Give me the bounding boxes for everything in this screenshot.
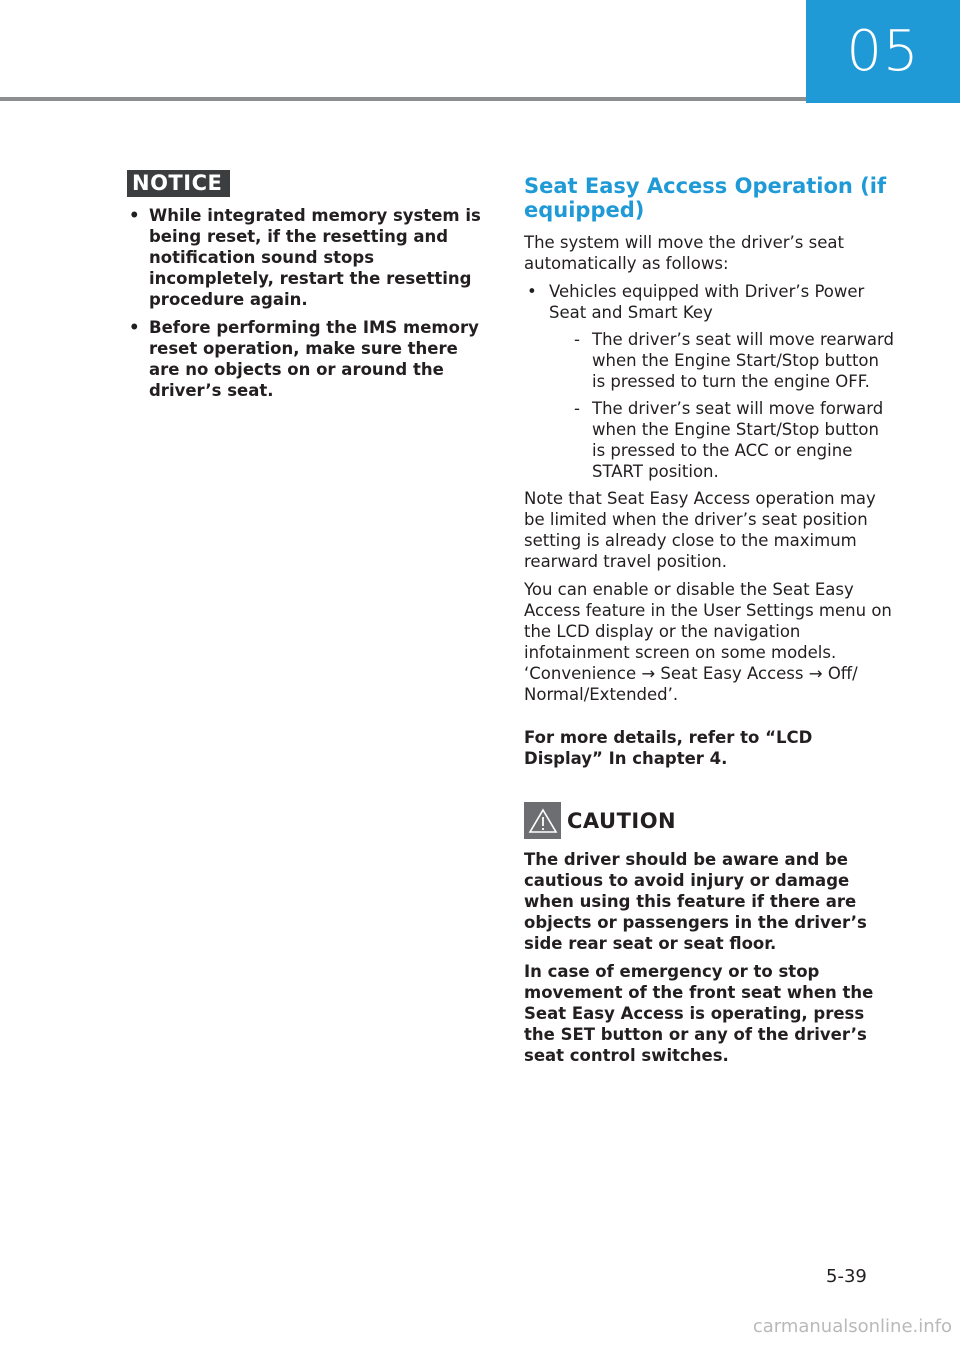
caution-paragraph: In case of emergency or to stop movement of the front seat when the Seat Easy Access is operating, press the SET button or any of the driver’s seat control switches.	[524, 962, 874, 1065]
notice-item: • Before performing the IMS memory reset operation, make sure there are no objects on or around the driver’s seat.	[127, 317, 482, 401]
sub-item: - The driver’s seat will move forward when the Engine Start/Stop button is pressed to the ACC or engine START position.	[549, 398, 894, 482]
sub-item-list	[549, 329, 894, 482]
seat-easy-access-column	[524, 172, 894, 1073]
reference-paragraph: For more details, refer to “LCD Display” In chapter 4.	[524, 728, 813, 768]
caution-header	[524, 802, 894, 839]
note-paragraph: Note that Seat Easy Access operation may be limited when the driver’s seat position setting is already close to the maximum rearward travel position.	[524, 489, 876, 571]
notice-list	[127, 205, 482, 401]
warning-triangle-icon	[524, 802, 561, 839]
bullet-list	[524, 281, 894, 482]
section-intro: The system will move the driver’s seat automatically as follows:	[524, 233, 844, 273]
page-number: 5-39	[826, 1266, 867, 1287]
section-title: Seat Easy Access Operation (if equipped)	[524, 174, 887, 222]
sub-item: - The driver’s seat will move rearward when the Engine Start/Stop button is pressed to turn the engine OFF.	[549, 329, 894, 392]
notice-label: NOTICE	[127, 170, 230, 197]
bullet-text: Vehicles equipped with Driver’s Power Seat and Smart Key	[549, 282, 865, 322]
settings-paragraph: You can enable or disable the Seat Easy Access feature in the User Settings menu on the LCD display or the navigation infotainment screen on some models. ‘Convenience → Seat Easy Access → Off/ Normal/Extended’.	[524, 580, 892, 704]
caution-label: CAUTION	[567, 808, 677, 833]
notice-item: • While integrated memory system is being reset, if the resetting and notification sound stops incompletely, restart the resetting procedure again.	[127, 205, 482, 310]
chapter-tab: 05	[806, 0, 960, 103]
bullet-item	[524, 281, 894, 482]
watermark: carmanualsonline.info	[752, 1316, 952, 1337]
header-rule	[0, 97, 806, 101]
notice-column	[127, 170, 482, 408]
caution-paragraph: The driver should be aware and be cautious to avoid injury or damage when using this feature if there are objects or passengers in the driver’s side rear seat or seat floor.	[524, 850, 867, 953]
